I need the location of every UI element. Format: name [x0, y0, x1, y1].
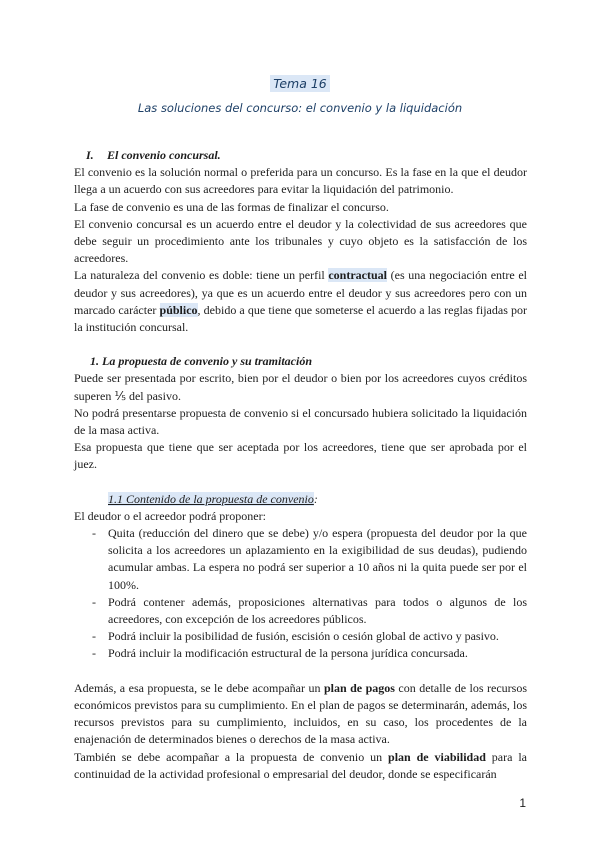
paragraph-plan-pagos	[74, 680, 527, 749]
spacer	[74, 336, 527, 353]
document-title	[0, 74, 600, 94]
spacer	[74, 474, 527, 491]
list-item-text: Podrá incluir la posibilidad de fusión, escisión o cesión global de activo y pasivo.	[108, 629, 499, 644]
text-run: La naturaleza del convenio es doble: tiene un perfil	[74, 268, 329, 283]
highlight-publico: público	[159, 302, 198, 317]
text-run: para la continuidad de la actividad profesional o empresarial del deudor, donde se especificarán	[74, 749, 527, 781]
bold-plan-de-viabilidad: plan de viabilidad	[388, 749, 486, 764]
subsubsection-heading-contenido	[108, 491, 527, 508]
highlight-contractual: contractual	[328, 268, 388, 283]
text-run: También se debe acompañar a la propuesta de convenio un	[74, 749, 389, 764]
document-subtitle: Las soluciones del concurso: el convenio y la liquidación	[137, 101, 463, 115]
bold-plan-de-pagos: plan de pagos	[323, 680, 395, 695]
paragraph: El convenio concursal es un acuerdo entre el deudor y la colectividad de sus acreedores que debe seguir un procedimiento ante los tribunales y cuyo objeto es la satisfacción de los acreedores.	[74, 216, 527, 266]
dash-bullet: -	[92, 594, 96, 609]
document-body	[74, 147, 527, 783]
text-run: Además, a esa propuesta, se le debe acompañar un	[74, 680, 324, 695]
text-run: (es una negociación entre el deudor y sus acreedores), ya que es un acuerdo entre el deudor y sus acreedores pero con un marcado carácter	[74, 268, 527, 317]
paragraph: Puede ser presentada por escrito, bien por el deudor o bien por los acreedores cuyos créditos superen ⅕ del pasivo.	[74, 371, 527, 403]
list-item-text: Podrá contener además, proposiciones alternativas para todos o algunos de los acreedores, con excepción de los acreedores públicos.	[108, 594, 527, 627]
dash-bullet: -	[92, 646, 96, 661]
list-item-text: Podrá incluir la modificación estructural de la persona jurídica concursada.	[108, 646, 468, 661]
subsection-heading-propuesta	[90, 353, 527, 370]
subsubsection-heading-text: 1.1 Contenido de la propuesta de convenio	[108, 491, 314, 506]
paragraph: El convenio es la solución normal o preferida para un concurso. Es la fase en la que el deudor llega a un acuerdo con sus acreedores para evitar la liquidación del patrimonio.	[74, 165, 527, 197]
paragraph: No podrá presentarse propuesta de convenio si el concursado hubiera solicitado la liquidación de la masa activa.	[74, 405, 527, 438]
spacer	[74, 663, 527, 680]
dash-bullet: -	[92, 629, 96, 644]
proposal-list	[74, 525, 527, 663]
list-item	[74, 594, 527, 628]
list-item-text: Quita (reducción del dinero que se debe) y/o espera (propuesta del deudor por la que solicita a los acreedores un aplazamiento en la exigibilidad de sus deudas), pudiendo acumular ambas. La espera no podrá ser superior a 10 años ni la quita puede ser por el 100%.	[108, 526, 527, 592]
paragraph: La fase de convenio es una de las formas de finalizar el concurso.	[74, 199, 389, 214]
section-heading-convenio	[86, 147, 527, 164]
paragraph-plan-viabilidad	[74, 749, 527, 783]
section-heading-text: El convenio concursal.	[107, 148, 221, 162]
text-run: , debido a que tiene que someterse el acuerdo a las reglas fijadas por la institución concursal.	[74, 302, 527, 335]
text-run: con detalle de los recursos económicos previstos para su cumplimiento. En el plan de pagos se determinarán, además, los recursos previstos para su cumplimiento, incluidos, en su caso, los procedentes de la enajenación de determinados bienes o derechos de la masa activa.	[74, 680, 527, 747]
subsection-number: 1.	[90, 354, 99, 369]
paragraph-naturaleza	[74, 267, 527, 336]
subsection-heading-text: La propuesta de convenio y su tramitación	[102, 354, 312, 369]
section-number: I.	[86, 148, 94, 162]
heading-suffix: :	[313, 491, 318, 506]
list-item	[74, 525, 527, 594]
list-item	[74, 628, 527, 645]
paragraph-intro: El deudor o el acreedor podrá proponer:	[74, 508, 266, 523]
paragraph: Esa propuesta que tiene que ser aceptada por los acreedores, tiene que ser aprobada por el juez.	[74, 440, 527, 472]
title-text: Tema 16	[270, 75, 330, 92]
page-number: 1	[519, 796, 526, 810]
dash-bullet: -	[92, 526, 96, 541]
list-item	[74, 645, 527, 662]
